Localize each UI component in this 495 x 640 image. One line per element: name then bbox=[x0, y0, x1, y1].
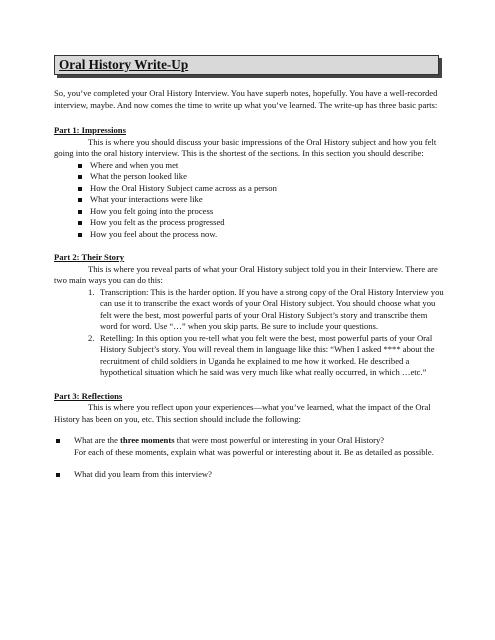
part2-heading: Part 2: Their Story bbox=[54, 252, 125, 262]
option-number: 2. bbox=[88, 332, 95, 343]
list-item: How you felt going into the process bbox=[78, 206, 446, 218]
question-1-detail: For each of these moments, explain what was powerful or interesting about it. Be as detailed as possible. bbox=[74, 446, 434, 457]
part2-section bbox=[54, 252, 446, 379]
intro-paragraph: So, you’ve completed your Oral History Interview. You have superb notes, hopefully. You have a well-recorded interview, maybe. And now comes the time to write up what you’ve learned. The write-up has three basic parts: bbox=[54, 88, 438, 110]
list-item: How you felt as the process progressed bbox=[78, 217, 446, 229]
document-body bbox=[54, 88, 446, 493]
part2-text: This is where you reveal parts of what your Oral History subject told you in their Interview. There are two main ways you can do this: bbox=[54, 263, 438, 285]
part3-text: This is where you reflect upon your experiences—what you’ve learned, what the impact of the Oral History has been on you, etc. This section should include the following: bbox=[54, 402, 431, 424]
option-text: Transcription: This is the harder option. If you have a strong copy of the Oral History Interview you can use it to transcribe the exact words of your Oral History subject. You should choose what you felt were the best, most powerful parts of your Oral History Subject’s story and transcribe them word for word. Use “…” when you skip parts. Be sure to include your questions. bbox=[100, 286, 444, 331]
list-item bbox=[54, 435, 446, 458]
part2-options bbox=[54, 287, 446, 379]
part3-section bbox=[54, 391, 446, 481]
list-item: What your interactions were like bbox=[78, 194, 446, 206]
question-1-pre: What are the bbox=[74, 435, 121, 445]
question-2: What did you learn from this interview? bbox=[74, 469, 212, 479]
part1-section bbox=[54, 125, 446, 240]
page-title: Oral History Write-Up bbox=[59, 57, 189, 72]
list-item: What the person looked like bbox=[78, 171, 446, 183]
list-item: Where and when you met bbox=[78, 160, 446, 172]
option-text: Retelling: In this option you re-tell what you felt were the best, most powerful parts of your Oral History Subject’s story. You will reveal them in language like this: “When I asked **** about the recruitment of child soldiers in Uganda he explained to me how it worked. He described a hypothetical situation which he said was very much like what really occurred, in which …etc.” bbox=[100, 332, 435, 377]
list-item bbox=[54, 287, 446, 333]
part1-list bbox=[54, 160, 446, 241]
part3-heading: Part 3: Reflections bbox=[54, 390, 123, 401]
list-item bbox=[54, 469, 446, 481]
title-box bbox=[54, 55, 439, 75]
option-number: 1. bbox=[88, 286, 95, 297]
part3-questions bbox=[54, 435, 446, 481]
list-item: How you feel about the process now. bbox=[78, 229, 446, 241]
question-1 bbox=[74, 435, 446, 447]
question-1-emphasis: three moments bbox=[120, 435, 175, 445]
question-1-post: that were most powerful or interesting in your Oral History? bbox=[174, 435, 385, 445]
part1-text: This is where you should discuss your basic impressions of the Oral History subject and how you felt going into the oral history interview. This is the shortest of the sections. In this section you should describe: bbox=[54, 136, 437, 158]
part1-heading: Part 1: Impressions bbox=[54, 125, 126, 135]
list-item: How the Oral History Subject came across as a person bbox=[78, 183, 446, 195]
list-item bbox=[54, 333, 446, 379]
